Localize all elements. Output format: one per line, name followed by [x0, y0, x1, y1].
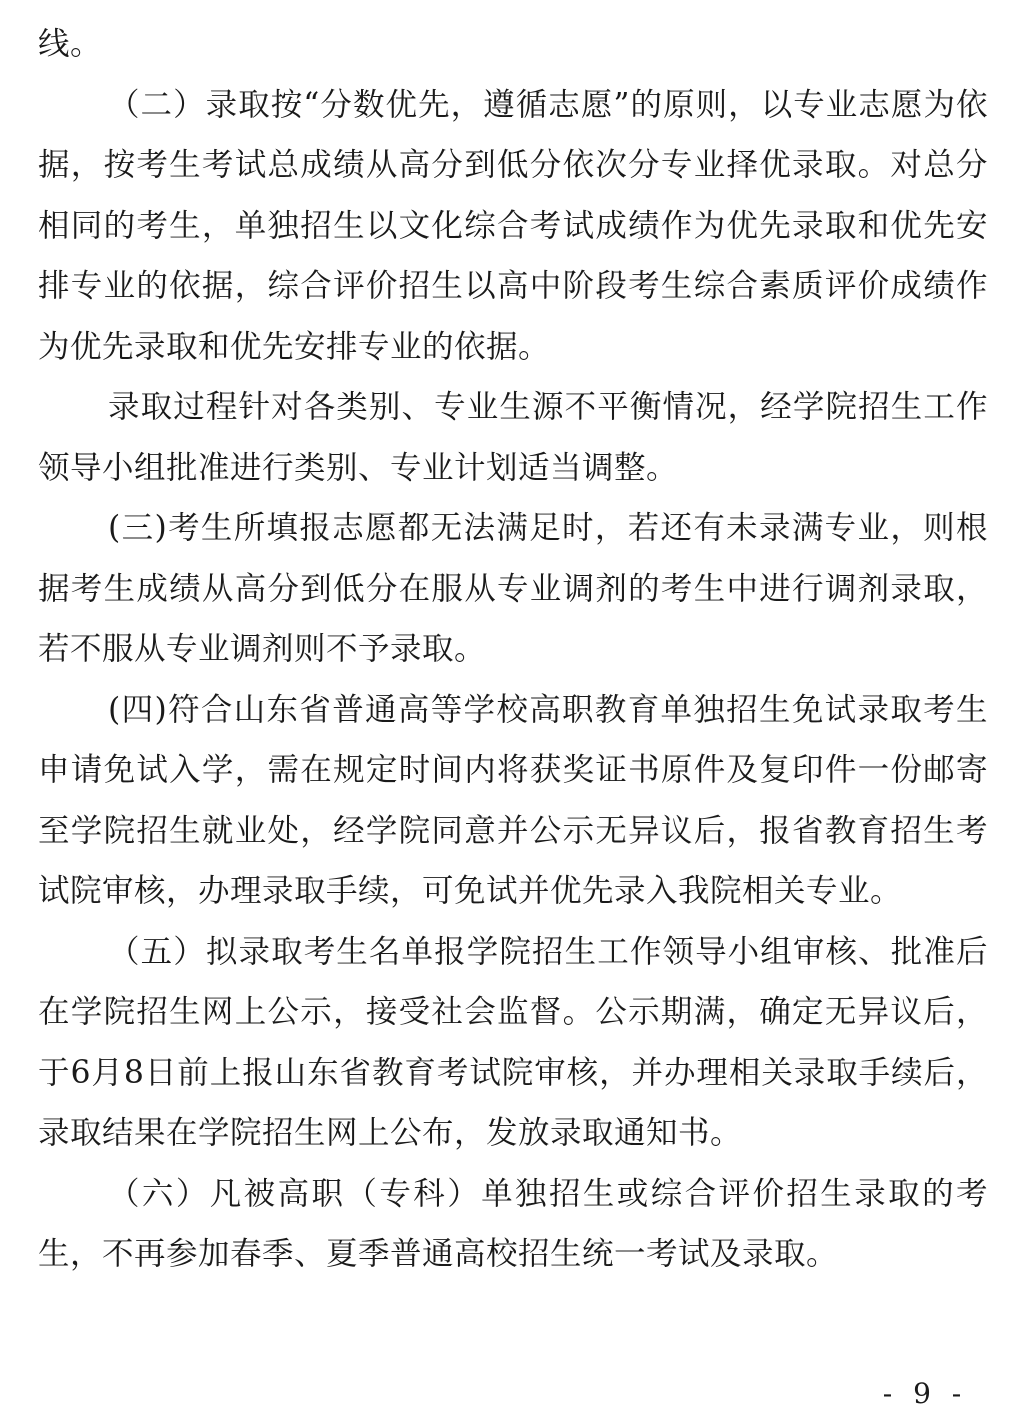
paragraph-plan-adjustment: 录取过程针对各类别、专业生源不平衡情况，经学院招生工作领导小组批准进行类别、专业计划适当调整。	[38, 389, 988, 486]
paragraph-exam-exemption: (四)符合山东省普通高等学校高职教育单独招生免试录取考生申请免试入学，需在规定时间内将获奖证书原件及复印件一份邮寄至学院招生就业处，经学院同意并公示无异议后，报省教育招生考试院审核，办理录取手续，可免试并优先录入我院相关专业。	[38, 691, 988, 909]
document-body	[38, 14, 988, 1285]
paragraph-admission-principle: （二）录取按“分数优先，遵循志愿”的原则，以专业志愿为依据，按考生考试总成绩从高分到低分依次分专业择优录取。对总分相同的考生，单独招生以文化综合考试成绩作为优先录取和优先安排专业的依据，综合评价招生以高中阶段考生综合素质评价成绩作为优先录取和优先安排专业的依据。	[38, 86, 988, 365]
paragraph-publicity: （五）拟录取考生名单报学院招生工作领导小组审核、批准后在学院招生网上公示，接受社会监督。公示期满，确定无异议后，于6月8日前上报山东省教育考试院审核，并办理相关录取手续后，录取结果在学院招生网上公布，发放录取通知书。	[38, 933, 988, 1151]
paragraph-no-further-exam: （六）凡被高职（专科）单独招生或综合评价招生录取的考生，不再参加春季、夏季普通高校招生统一考试及录取。	[38, 1175, 988, 1272]
page-number: - 9 -	[882, 1377, 968, 1410]
paragraph-continuation: 线。	[38, 26, 103, 62]
paragraph-major-transfer: (三)考生所填报志愿都无法满足时，若还有未录满专业，则根据考生成绩从高分到低分在服从专业调剂的考生中进行调剂录取，若不服从专业调剂则不予录取。	[38, 510, 988, 667]
